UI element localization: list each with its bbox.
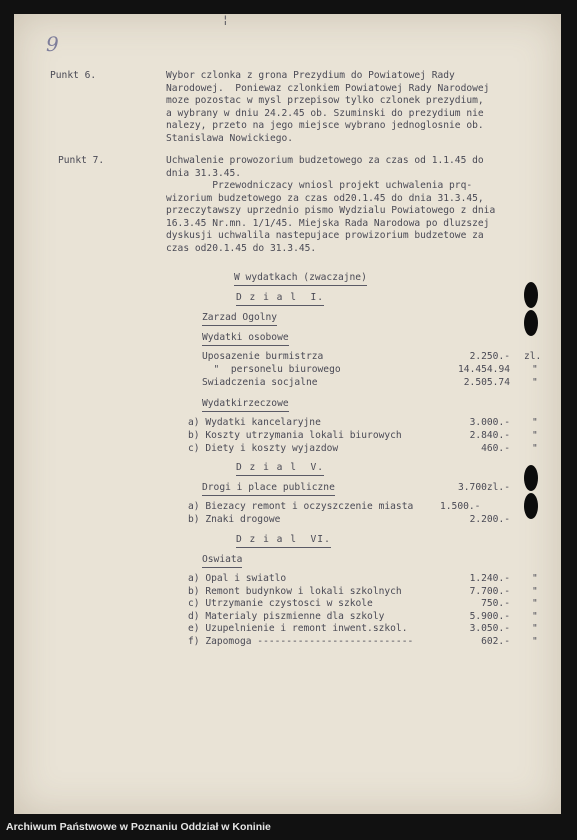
budget-item-label: Uposazenie burmistrza — [202, 351, 324, 362]
budget-item-label: c) Diety i koszty wyjazdow — [188, 443, 339, 454]
text-line: Narodowej. Poniewaz czlonkiem Powiatowej Rady Narodowej — [166, 82, 490, 94]
text-line: wizorium budzetowego za czas od20.1.45 do dnia 31.3.45, — [166, 192, 484, 204]
budget-item-amount: 5.900.- — [469, 610, 510, 622]
document-page — [14, 14, 561, 814]
budget-item-amount: 14.454.94 — [458, 364, 510, 375]
rzeczowe-heading: Wydatkirzeczowe — [202, 398, 289, 412]
budget-item-amount: 2.840.- — [469, 430, 510, 441]
text-line: przeczytawszy uprzednio pismo Wydzialu Powiatowego z dnia — [166, 205, 496, 216]
budget-item-label: a) Biezacy remont i oczyszczenie miasta — [188, 501, 414, 512]
dzial6-amounts — [426, 573, 510, 648]
budget-item-amount: 750.- — [481, 598, 510, 609]
text-line: moze pozostac w mysl przepisow tylko czlonek prezydium, — [166, 95, 484, 106]
budget-item-label: c) Utrzymanie czystosci w szkole — [188, 598, 373, 609]
text-line: Stanislawa Nowickiego. — [166, 132, 294, 144]
budget-item-label: Swiadczenia socjalne — [202, 377, 318, 388]
dzial5-subheading: Drogi i place publiczne — [202, 482, 335, 496]
budget-item-label: b) Koszty utrzymania lokali biurowych — [188, 430, 402, 441]
punkt6-text — [166, 70, 489, 145]
punkt7-label: Punkt 7. — [58, 155, 105, 166]
text-line: czas od20.1.45 do 31.3.45. — [166, 242, 317, 254]
budget-item-amount: 2.200.- — [469, 514, 510, 525]
budget-item-unit: " — [532, 635, 538, 647]
dzial6-list — [188, 573, 413, 648]
budget-item-amount: 2.250.- — [469, 351, 510, 362]
budget-item-unit: " — [532, 585, 538, 597]
budget-item-label: d) Materialy piszmienne dla szkoly — [188, 610, 385, 622]
budget-item-amount: 2.505.74 — [463, 377, 510, 388]
budget-item-amount: 460.- — [481, 443, 510, 454]
dzial1-subheading: Zarzad Ogolny — [202, 312, 277, 326]
budget-item-unit: " — [532, 364, 538, 375]
text-line: Przewodniczacy wniosl projekt uchwalenia prq- — [166, 180, 473, 191]
dzial6-subheading: Oswiata — [202, 554, 242, 568]
osobowe-heading: Wydatki osobowe — [202, 332, 289, 346]
budget-item-label: f) Zapomoga --------------------------- — [188, 635, 414, 647]
archive-footer: Archiwum Państwowe w Poznaniu Oddział w Koninie — [0, 814, 577, 840]
budget-heading: W wydatkach (zwaczajne) — [234, 272, 367, 286]
budget-item-unit: " — [532, 623, 538, 634]
budget-item-amount: 3.050.- — [469, 623, 510, 634]
text-line: Wybor czlonka z grona Prezydium do Powiatowej Rady — [166, 70, 455, 81]
budget-item-amount: 1.240.- — [469, 573, 510, 584]
budget-item-label: e) Uzupelnienie i remont inwent.szkol. — [188, 623, 408, 634]
budget-item-unit: " — [532, 573, 538, 584]
budget-item-amount: 3.000.- — [469, 417, 510, 428]
budget-item-unit: " — [532, 377, 538, 388]
budget-item-unit: zl. — [524, 351, 542, 362]
binder-hole — [524, 493, 538, 519]
text-line: dyskusji uchwalila nastepujace prowizorium budzetowe za — [166, 230, 484, 241]
budget-item-label: a) Wydatki kancelaryjne — [188, 417, 321, 428]
dzial5-sub-amount: 3.700zl.- — [458, 482, 510, 493]
dzial6-units — [532, 573, 538, 648]
handwritten-page-number: 9 — [46, 32, 59, 56]
budget-item-label: b) Znaki drogowe — [188, 514, 281, 525]
budget-item-unit: " — [532, 610, 538, 622]
text-line: Uchwalenie prowozorium budzetowego za czas od 1.1.45 do — [166, 155, 484, 166]
budget-item-unit: " — [532, 417, 538, 428]
punkt7-text — [166, 155, 495, 255]
budget-item-amount: 1.500.- — [440, 501, 481, 512]
dzial1-heading: D z i a l I. — [236, 292, 324, 306]
budget-item-label: a) Opal i swiatlo — [188, 573, 287, 584]
text-line: nalezy, przeto na jego miejsce wybrano jednoglosnie ob. — [166, 120, 484, 131]
binder-hole — [524, 310, 538, 336]
text-line: 16.3.45 Nr.mn. 1/1/45. Miejska Rada Narodowa po dluzszej — [166, 217, 490, 229]
top-mark: ¦ — [222, 13, 229, 26]
binder-hole — [524, 465, 538, 491]
text-line: dnia 31.3.45. — [166, 167, 242, 179]
dzial5-heading: D z i a l V. — [236, 462, 324, 476]
budget-item-label: b) Remont budynkow i lokali szkolnych — [188, 585, 402, 597]
binder-hole — [524, 282, 538, 308]
dzial6-heading: D z i a l VI. — [236, 534, 331, 548]
budget-item-unit: " — [532, 443, 538, 454]
punkt6-label: Punkt 6. — [50, 70, 97, 81]
budget-item-amount: 602.- — [481, 635, 510, 647]
budget-item-label: " personelu biurowego — [202, 364, 341, 375]
budget-item-unit: " — [532, 430, 538, 441]
budget-item-unit: " — [532, 598, 538, 609]
budget-item-amount: 7.700.- — [469, 585, 510, 597]
text-line: a wybrany w dniu 24.2.45 ob. Szuminski do prezydium nie — [166, 107, 484, 119]
